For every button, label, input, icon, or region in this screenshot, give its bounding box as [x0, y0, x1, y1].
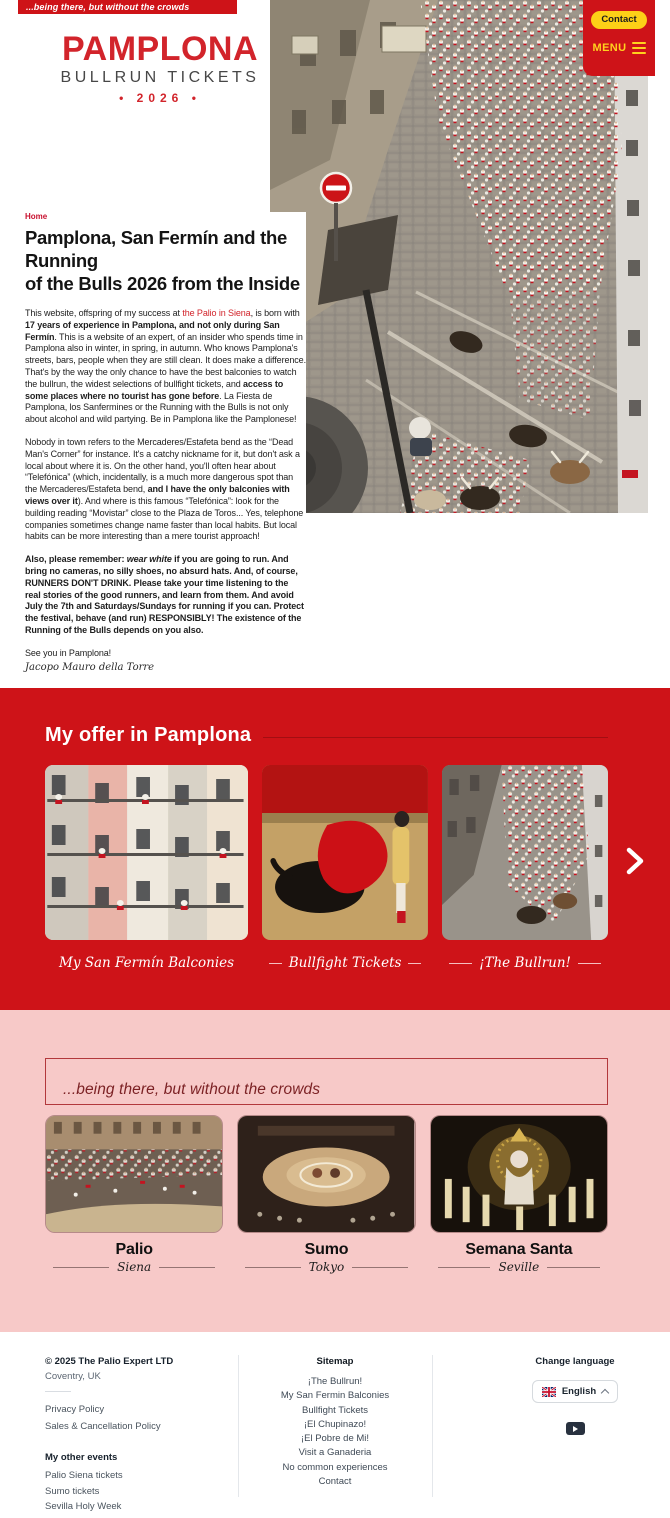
paragraph-1: This website, offspring of my success at the Palio in Siena, is born with 17 years of experience in Pamplona, and not only during San Fermín. This is a website of an expert, of an insider who spends time in Pamplona also in winter, in spring, in autumn. Who knows Pamplona's streets, bars, people when they are still clean. It does make a difference. That's by the way the only chance to have the best balconies to watch the bullrun, the widest selections of bullfight tickets, and access to some places where no tourist has gone before. La Fiesta de Pamplona, los Sanfermines or the Running with the Bulls is not only about alcohol and wild partying. Be in Pamplona like the Pamplonese! — [25, 308, 306, 425]
semana-santa-subtitle-row: Seville — [430, 1260, 608, 1274]
sumo-title: Sumo — [304, 1241, 349, 1258]
sitemap-heading: Sitemap — [316, 1356, 354, 1367]
sitemap-the-bullrun[interactable]: ¡The Bullrun! — [307, 1376, 363, 1387]
article — [25, 212, 306, 673]
menu-button[interactable] — [593, 42, 646, 54]
crowds-card-grid — [45, 1115, 608, 1274]
top-nav-block — [583, 0, 655, 76]
other-events-section — [0, 1010, 670, 1332]
hero-section — [0, 0, 670, 688]
crowds-tagline-box — [45, 1058, 608, 1105]
sevilla-holy-week-link[interactable]: Sevilla Holy Week — [45, 1501, 122, 1512]
sitemap-no-common-experiences[interactable]: No common experiences — [282, 1461, 388, 1473]
change-language-heading: Change language — [535, 1356, 615, 1367]
semana-santa-title: Semana Santa — [465, 1241, 573, 1258]
site-logo[interactable] — [52, 32, 268, 105]
card-semana-santa[interactable] — [430, 1115, 608, 1274]
sitemap-chupinazo[interactable]: ¡El Chupinazo! — [303, 1418, 367, 1430]
uk-flag-icon — [542, 1387, 556, 1397]
sitemap-balconies[interactable]: My San Fermin Balconies — [280, 1390, 390, 1402]
page-title: Pamplona, San Fermín and the Running of the Bulls 2026 from the Inside — [25, 227, 300, 294]
sitemap-bullfight-tickets[interactable]: Bullfight Tickets — [302, 1404, 368, 1416]
footer — [0, 1332, 670, 1518]
sumo-tickets-link[interactable]: Sumo tickets — [45, 1485, 100, 1497]
card-bullfight[interactable] — [262, 765, 428, 971]
sitemap-contact[interactable]: Contact — [318, 1476, 352, 1488]
logo-title: PAMPLONA — [61, 30, 259, 68]
balconies-caption: My San Fermín Balconies — [59, 955, 235, 971]
language-value: English — [561, 1386, 597, 1397]
contact-button[interactable]: Contact — [591, 11, 646, 29]
top-tagline-text: ...being there, but without the crowds — [26, 2, 190, 12]
semana-santa-image — [430, 1115, 608, 1233]
logo-year: • 2026 • — [119, 91, 201, 105]
footer-small-divider — [45, 1391, 71, 1392]
language-select[interactable] — [532, 1380, 618, 1403]
paragraph-3: Also, please remember: wear white if you are going to run. And bring no cameras, no silly shoes, no absurd hats. And, of course, RUNNERS DON'T DRINK. Please take your time listening to the real stories of the good runners, and learn from them. And avoid July the 7th and Saturdays/Sundays for running if you can. Protect the festival, behave (and run) RESPONSIBLY! The existence of the Running of the Bulls depends on you also. — [25, 554, 304, 635]
author-signature: Jacopo Mauro della Torre — [25, 661, 155, 673]
footer-divider-2 — [432, 1355, 433, 1497]
palio-image — [45, 1115, 223, 1233]
offer-section — [0, 688, 670, 1010]
palio-title: Palio — [115, 1241, 153, 1258]
footer-copyright: © 2025 The Palio Expert LTD — [45, 1356, 174, 1367]
bullrun-hero-photo — [270, 0, 648, 513]
top-tagline-banner — [18, 0, 237, 14]
crowds-tagline: ...being there, but without the crowds — [63, 1081, 321, 1098]
offer-card-grid — [45, 765, 608, 971]
privacy-policy-link[interactable]: Privacy Policy — [45, 1404, 105, 1415]
paragraph-2: Nobody in town refers to the Mercaderes/Estafeta bend as the “Dead Man's Corner” for instance. It's a catchy nickname for it, but don't ask a local about where it is. On the other hand, you'll often hear about “Telefónica” (which, incidentally, is a much more dangerous spot than the Mercaderes/Estafeta bend, and I have the only balconies with views over it). And where is this famous “Telefónica”: look for the building reading “Movistar” close to the Plaza de Toros... Yes, telephone companies sometimes change name faster than local habits. But local habits can be more interesting than a mere tourist approach! — [25, 436, 304, 542]
closing-line: See you in Pamplona! — [25, 647, 112, 658]
footer-language-column — [490, 1356, 660, 1435]
bullfight-caption: Bullfight Tickets — [262, 955, 428, 971]
breadcrumb-home[interactable]: Home — [25, 212, 48, 221]
sumo-subtitle-row: Tokyo — [237, 1260, 415, 1274]
carousel-next-button[interactable] — [624, 846, 646, 876]
card-balconies[interactable] — [45, 765, 248, 971]
chevron-right-icon — [624, 846, 646, 876]
sitemap-ganaderia[interactable]: Visit a Ganaderia — [298, 1447, 372, 1459]
sumo-image — [237, 1115, 415, 1233]
menu-label: MENU — [592, 42, 627, 54]
footer-company-column — [45, 1356, 225, 1515]
sales-cancellation-link[interactable]: Sales & Cancellation Policy — [45, 1421, 161, 1432]
hamburger-icon — [632, 42, 646, 54]
bullfight-image — [262, 765, 428, 940]
card-bullrun[interactable] — [442, 765, 608, 971]
footer-sitemap-column — [238, 1356, 432, 1489]
palio-siena-tickets-link[interactable]: Palio Siena tickets — [45, 1470, 123, 1481]
sitemap-pobre-de-mi[interactable]: ¡El Pobre de Mi! — [300, 1433, 370, 1445]
card-sumo[interactable] — [237, 1115, 415, 1274]
offer-heading: My offer in Pamplona — [45, 724, 252, 746]
balconies-image — [45, 765, 248, 940]
bullrun-caption: ¡The Bullrun! — [442, 955, 608, 971]
offer-heading-row — [45, 724, 608, 747]
offer-heading-rule — [263, 737, 608, 738]
chevron-up-icon — [601, 1389, 609, 1397]
youtube-icon[interactable] — [566, 1422, 585, 1435]
logo-subtitle: BULLRUN TICKETS — [60, 69, 260, 86]
other-events-heading: My other events — [45, 1452, 118, 1463]
bullrun-image — [442, 765, 608, 940]
card-palio[interactable] — [45, 1115, 223, 1274]
palio-siena-link[interactable]: the Palio in Siena — [182, 308, 251, 318]
footer-location: Coventry, UK — [45, 1371, 101, 1382]
palio-subtitle-row: Siena — [45, 1260, 223, 1274]
